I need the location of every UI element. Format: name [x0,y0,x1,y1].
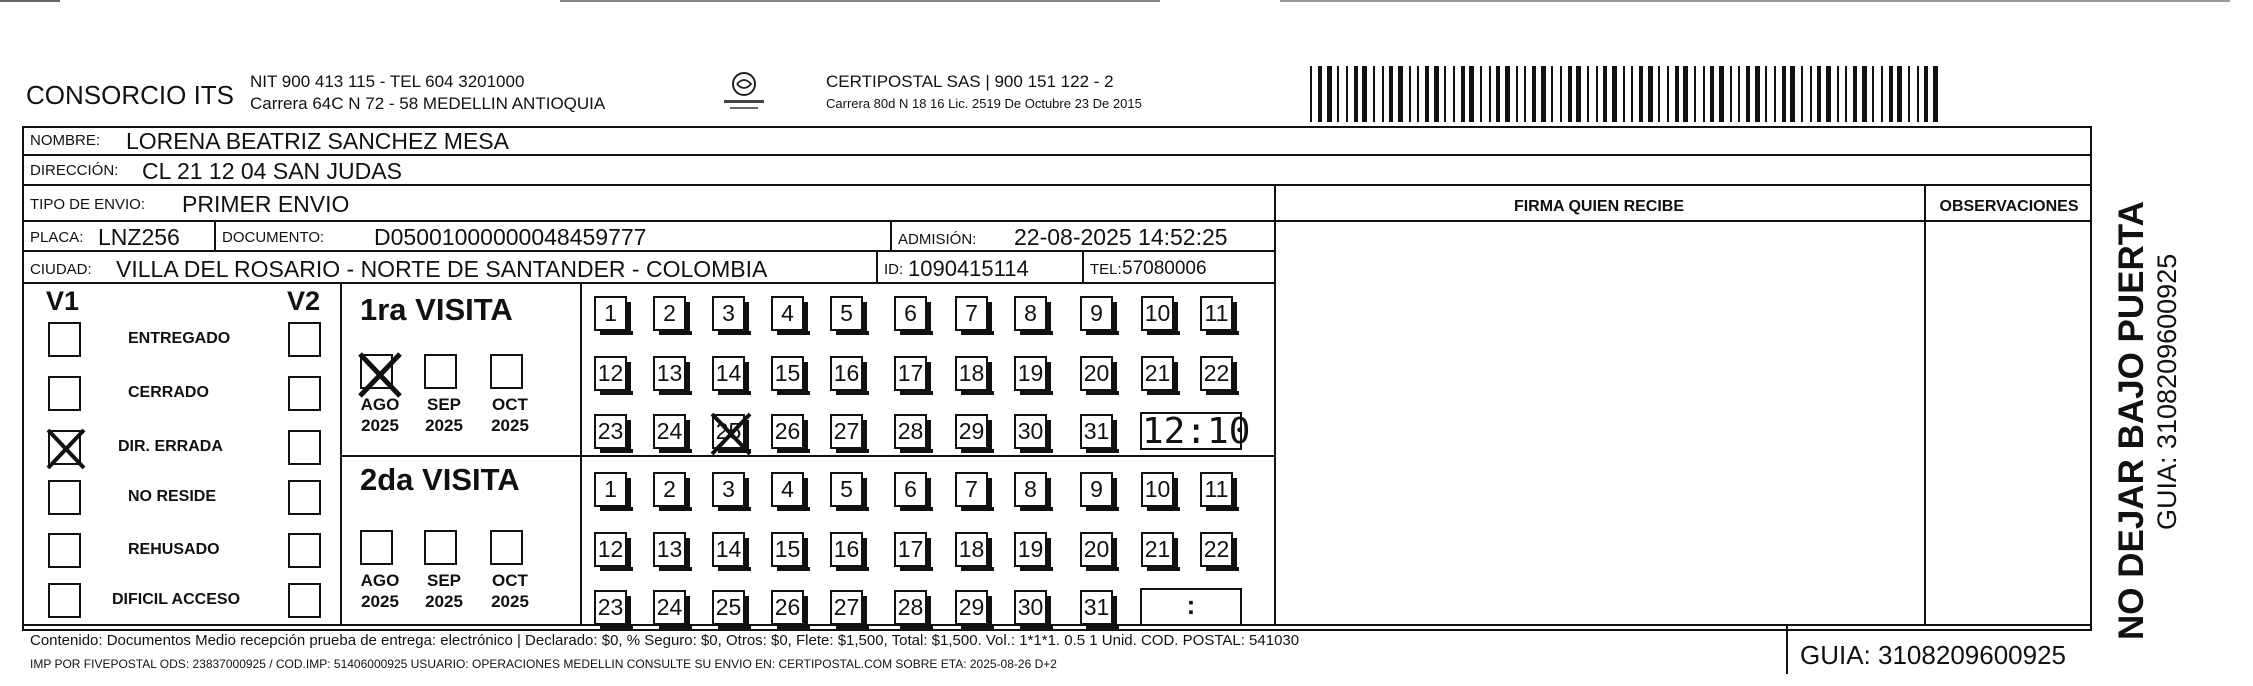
row-divider [22,220,2092,222]
month-checkbox-sep[interactable] [424,354,457,389]
day-cell-7[interactable]: 7 [955,296,988,331]
direccion-label: DIRECCIÓN: [30,162,119,179]
month-checkbox-ago[interactable] [360,354,393,389]
cell-divider [1786,624,1788,674]
tipo-envio-value: PRIMER ENVIO [182,191,350,217]
cell-divider [890,220,892,250]
v1-checkbox[interactable] [48,480,81,515]
day-cell-3[interactable]: 3 [712,296,745,331]
day-cell-11[interactable]: 11 [1200,472,1233,507]
day-cell-15[interactable]: 15 [771,356,804,391]
v2-checkbox[interactable] [288,583,321,618]
column-divider [580,282,582,624]
column-divider [340,282,342,624]
direccion-value: CL 21 12 04 SAN JUDAS [142,158,402,184]
day-cell-9[interactable]: 9 [1080,472,1113,507]
day-cell-9[interactable]: 9 [1080,296,1113,331]
month-label: OCT [492,571,528,590]
month-label: AGO [360,571,400,590]
barcode [1310,66,1945,122]
day-cell-31[interactable]: 31 [1080,414,1113,449]
day-cell-20[interactable]: 20 [1080,356,1113,391]
column-divider [1274,184,1276,624]
day-cell-21[interactable]: 21 [1141,356,1174,391]
firma-header: FIRMA QUIEN RECIBE [1513,198,1685,215]
footer-content: Contenido: Documentos Medio recepción prueba de entrega: electrónico | Declarado: $0, % Seguro: $0, Otros: $0, Flete: $1,500, Total: $1,500. Vol.: 1*1*1. 0.5 1 Unid. COD. POSTAL: 541030 [30,632,1300,649]
day-cell-27[interactable]: 27 [830,590,863,625]
day-cell-4[interactable]: 4 [771,472,804,507]
day-cell-5[interactable]: 5 [830,296,863,331]
nombre-value: LORENA BEATRIZ SANCHEZ MESA [126,128,509,154]
documento-value: D05001000000048459777 [374,224,647,250]
time-box[interactable]: 12:10 [1142,411,1251,452]
month-checkbox-oct[interactable] [490,530,523,565]
scan-mark [0,0,60,2]
second-visit-title: 2da VISITA [360,462,520,497]
day-cell-17[interactable]: 17 [894,356,927,391]
day-cell-1[interactable]: 1 [594,472,627,507]
v2-checkbox[interactable] [288,376,321,411]
year-label: 2025 [361,416,399,435]
v1-checkbox[interactable] [48,583,81,618]
day-cell-16[interactable]: 16 [830,532,863,567]
admision-value: 22-08-2025 14:52:25 [1014,224,1228,250]
month-label: SEP [426,395,462,414]
placa-label: PLACA: [30,229,84,246]
year-label: 2025 [425,416,463,435]
day-cell-22[interactable]: 22 [1200,356,1233,391]
side-guia: GUIA: 3108209600925 [2152,253,2182,530]
first-visit-title: 1ra VISITA [360,292,513,327]
admision-label: ADMISIÓN: [898,231,977,248]
day-cell-28[interactable]: 28 [894,414,927,449]
company-name: CONSORCIO ITS [26,80,235,110]
day-cell-19[interactable]: 19 [1014,532,1047,567]
footer-divider [22,624,2092,626]
v2-checkbox[interactable] [288,430,321,465]
day-cell-16[interactable]: 16 [830,356,863,391]
status-label: CERRADO [128,384,209,401]
month-checkbox-sep[interactable] [424,530,457,565]
day-cell-20[interactable]: 20 [1080,532,1113,567]
status-label: NO RESIDE [128,488,217,505]
footer-guia: GUIA: 3108209600925 [1800,640,2066,670]
month-label: SEP [426,571,462,590]
id-value: 1090415114 [908,256,1029,281]
status-label: DIFICIL ACCESO [112,591,241,608]
carrier-address: Carrera 80d N 18 16 Lic. 2519 De Octubre 23 De 2015 [826,96,1142,111]
day-cell-29[interactable]: 29 [955,590,988,625]
day-cell-19[interactable]: 19 [1014,356,1047,391]
v2-checkbox[interactable] [288,322,321,357]
day-cell-23[interactable]: 23 [594,414,627,449]
day-cell-28[interactable]: 28 [894,590,927,625]
day-cell-1[interactable]: 1 [594,296,627,331]
tel-value: 57080006 [1122,258,1207,279]
day-cell-24[interactable]: 24 [653,590,686,625]
ciudad-label: CIUDAD: [30,261,92,278]
time-box[interactable]: : [1140,588,1242,626]
month-label: AGO [360,395,400,414]
day-cell-13[interactable]: 13 [653,532,686,567]
carrier-name: CERTIPOSTAL SAS | 900 151 122 - 2 [826,72,1114,91]
month-checkbox-oct[interactable] [490,354,523,389]
day-cell-21[interactable]: 21 [1141,532,1174,567]
day-cell-25[interactable]: 25 [712,590,745,625]
v2-checkbox[interactable] [288,533,321,568]
day-cell-4[interactable]: 4 [771,296,804,331]
day-cell-26[interactable]: 26 [771,590,804,625]
column-divider [1924,184,1926,624]
month-checkbox-ago[interactable] [360,530,393,565]
status-label: ENTREGADO [128,330,231,347]
day-cell-23[interactable]: 23 [594,590,627,625]
day-cell-18[interactable]: 18 [955,532,988,567]
observaciones-header: OBSERVACIONES [1939,198,2079,215]
documento-label: DOCUMENTO: [222,229,325,246]
day-cell-17[interactable]: 17 [894,532,927,567]
v1-checkbox[interactable] [48,322,81,357]
v1-checkbox[interactable] [48,533,81,568]
day-cell-30[interactable]: 30 [1014,590,1047,625]
day-cell-6[interactable]: 6 [894,472,927,507]
v1-checkbox[interactable] [48,430,81,465]
day-cell-7[interactable]: 7 [955,472,988,507]
day-cell-18[interactable]: 18 [955,356,988,391]
day-cell-10[interactable]: 10 [1141,296,1174,331]
year-label: 2025 [491,592,529,611]
day-cell-3[interactable]: 3 [712,472,745,507]
year-label: 2025 [361,592,399,611]
day-cell-8[interactable]: 8 [1014,472,1047,507]
day-cell-12[interactable]: 12 [594,532,627,567]
day-cell-14[interactable]: 14 [712,356,745,391]
v1-checkbox[interactable] [48,376,81,411]
status-label: REHUSADO [128,541,220,558]
day-cell-6[interactable]: 6 [894,296,927,331]
cell-divider [214,220,216,250]
day-cell-25[interactable]: 25 [712,414,745,449]
scan-mark [1280,0,2230,2]
day-cell-22[interactable]: 22 [1200,532,1233,567]
company-nit: NIT 900 413 115 - TEL 604 3201000 [250,72,525,91]
year-label: 2025 [491,416,529,435]
cell-divider [1082,250,1084,282]
day-cell-2[interactable]: 2 [653,472,686,507]
ciudad-value: VILLA DEL ROSARIO - NORTE DE SANTANDER - COLOMBIA [116,256,768,282]
visit-divider [340,455,1274,457]
day-cell-13[interactable]: 13 [653,356,686,391]
day-cell-10[interactable]: 10 [1141,472,1174,507]
side-warning: NO DEJAR BAJO PUERTA [2112,201,2151,640]
day-cell-26[interactable]: 26 [771,414,804,449]
day-cell-29[interactable]: 29 [955,414,988,449]
id-label: ID: [884,261,904,278]
footer-print-info: IMP POR FIVEPOSTAL ODS: 23837000925 / COD.IMP: 51406000925 USUARIO: OPERACIONES MEDELLIN CONSULTE SU ENVIO EN: CERTIPOSTAL.COM SOBRE ETA: 2025-08-26 D+2 [30,657,1057,671]
tipo-envio-label: TIPO DE ENVIO: [30,196,146,213]
day-cell-27[interactable]: 27 [830,414,863,449]
day-cell-30[interactable]: 30 [1014,414,1047,449]
day-cell-5[interactable]: 5 [830,472,863,507]
day-cell-11[interactable]: 11 [1200,296,1233,331]
month-label: OCT [492,395,528,414]
day-cell-15[interactable]: 15 [771,532,804,567]
placa-value: LNZ256 [98,224,180,250]
year-label: 2025 [425,592,463,611]
status-label: DIR. ERRADA [118,438,223,455]
scan-mark [560,0,1160,2]
nombre-label: NOMBRE: [30,132,101,149]
certipostal-logo [720,70,768,116]
v2-checkbox[interactable] [288,480,321,515]
v2-label: V2 [287,286,321,316]
day-cell-8[interactable]: 8 [1014,296,1047,331]
day-cell-31[interactable]: 31 [1080,590,1113,625]
v1-label: V1 [46,286,80,316]
tel-label: TEL: [1090,261,1122,278]
day-cell-2[interactable]: 2 [653,296,686,331]
company-address: Carrera 64C N 72 - 58 MEDELLIN ANTIOQUIA [250,94,606,113]
day-cell-12[interactable]: 12 [594,356,627,391]
cell-divider [876,250,878,282]
day-cell-24[interactable]: 24 [653,414,686,449]
day-cell-14[interactable]: 14 [712,532,745,567]
